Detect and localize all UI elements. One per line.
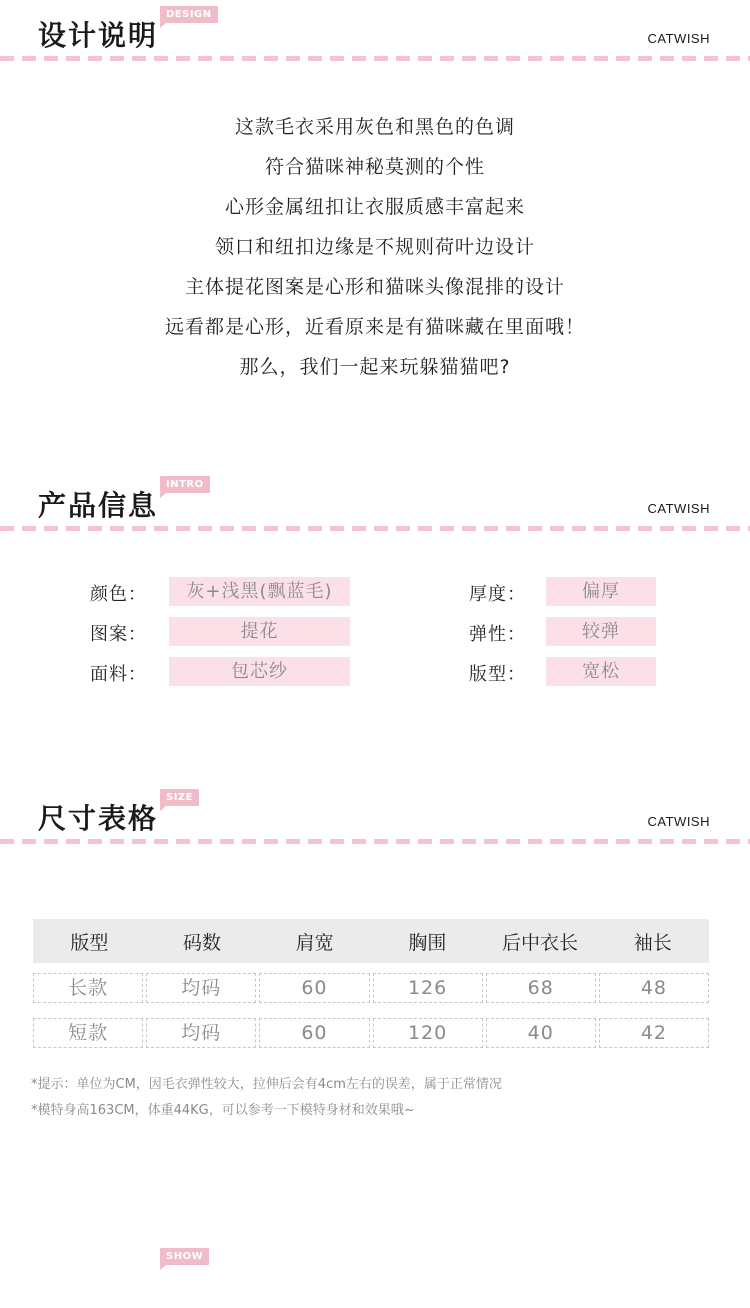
- table-header-cell: 码数: [183, 932, 222, 954]
- description-line: 那么，我们一起来玩躲猫猫吧?: [239, 356, 511, 378]
- attr-value-elasticity: 较弹: [546, 617, 656, 646]
- brand-label: CATWISH: [647, 501, 710, 516]
- dashed-divider: [0, 526, 750, 531]
- attr-value-fit: 宽松: [546, 657, 656, 686]
- table-header-cell: 胸围: [408, 932, 447, 954]
- design-description: [0, 112, 750, 392]
- attr-label-fit: 版型：: [469, 664, 526, 685]
- table-cell: 60: [259, 973, 369, 1003]
- description-line: 心形金属纽扣让衣服质感丰富起来: [224, 196, 525, 218]
- table-cell: 60: [259, 1018, 369, 1048]
- section-title: 设计说明: [38, 19, 159, 52]
- size-table: [33, 919, 709, 1048]
- table-cell: 48: [599, 973, 709, 1003]
- attr-label-fabric: 面料：: [90, 664, 147, 685]
- description-line: 主体提花图案是心形和猫咪头像混排的设计: [184, 276, 565, 298]
- size-note: *提示：单位为CM，因毛衣弹性较大，拉伸后会有4cm左右的误差，属于正常情况: [31, 1077, 502, 1092]
- description-line: 远看都是心形，近看原来是有猫咪藏在里面哦！: [164, 316, 585, 338]
- table-header-row: [33, 919, 709, 963]
- section-title: 产品信息: [38, 489, 159, 522]
- section-tag: DESIGN: [160, 6, 218, 23]
- dashed-divider: [0, 56, 750, 61]
- table-header-cell: 后中衣长: [502, 932, 579, 954]
- attr-label-color: 颜色：: [90, 584, 147, 605]
- table-cell: 40: [486, 1018, 596, 1048]
- intro-section-header: [0, 476, 750, 536]
- table-cell: 42: [599, 1018, 709, 1048]
- design-section-header: [0, 6, 750, 66]
- table-cell: 短款: [33, 1018, 143, 1048]
- attr-label-pattern: 图案：: [90, 624, 147, 645]
- brand-label: CATWISH: [647, 31, 710, 46]
- attr-label-elasticity: 弹性：: [469, 624, 526, 645]
- section-tag: INTRO: [160, 476, 210, 493]
- brand-label: CATWISH: [647, 814, 710, 829]
- table-cell: 长款: [33, 973, 143, 1003]
- description-line: 这款毛衣采用灰色和黑色的色调: [234, 116, 515, 138]
- size-section-header: [0, 789, 750, 849]
- table-cell: 均码: [146, 973, 256, 1003]
- model-note: *模特身高163CM，体重44KG，可以参考一下模特身材和效果哦~: [31, 1103, 415, 1118]
- show-section-header: [0, 1248, 750, 1308]
- description-line: 领口和纽扣边缘是不规则荷叶边设计: [214, 236, 535, 258]
- description-line: 符合猫咪神秘莫测的个性: [264, 156, 485, 178]
- table-row: [33, 973, 709, 1003]
- table-row: [33, 1018, 709, 1048]
- attr-label-thickness: 厚度：: [469, 584, 526, 605]
- dashed-divider: [0, 839, 750, 844]
- attr-value-color: 灰+浅黑(飘蓝毛): [169, 577, 350, 606]
- attr-value-pattern: 提花: [169, 617, 350, 646]
- table-header-cell: 袖长: [633, 932, 672, 954]
- table-header-cell: 肩宽: [295, 932, 334, 954]
- attr-value-thickness: 偏厚: [546, 577, 656, 606]
- section-tag: SHOW: [160, 1248, 209, 1265]
- table-cell: 120: [373, 1018, 483, 1048]
- table-cell: 均码: [146, 1018, 256, 1048]
- section-tag: SIZE: [160, 789, 199, 806]
- section-title: 尺寸表格: [38, 802, 159, 835]
- table-cell: 126: [373, 973, 483, 1003]
- table-header-cell: 版型: [70, 932, 109, 954]
- attr-value-fabric: 包芯纱: [169, 657, 350, 686]
- table-cell: 68: [486, 973, 596, 1003]
